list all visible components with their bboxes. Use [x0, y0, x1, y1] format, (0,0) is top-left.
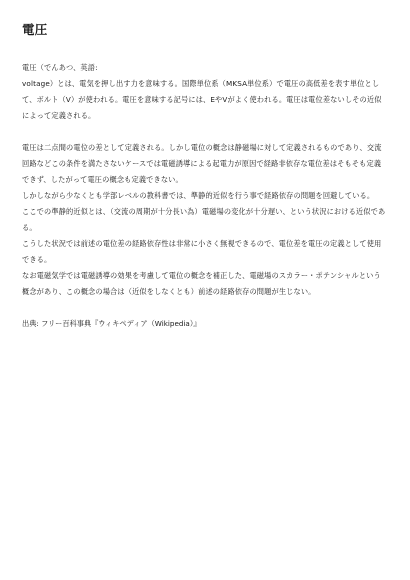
definition-paragraph: 電圧は二点間の電位の差として定義される。しかし電位の概念は静磁場に対して定義されるものであり、交流回路などこの条件を満たさないケースでは電磁誘導による起電力が原因で経路非依存な電位差はそもそも定義できず、したがって電圧の概念も定義できない。: [22, 143, 382, 184]
quasistatic-paragraph: ここでの準静的近似とは、（交流の周期が十分長い為）電磁場の変化が十分遅い、という状況における近似である。: [22, 207, 386, 232]
path-dependence-paragraph: こうした状況では前述の電位差の経路依存性は非常に小さく無視できるので、電位差を電圧の定義として使用できる。: [22, 239, 382, 264]
textbook-paragraph: しかしながら少なくとも学部レベルの教科書では、準静的近似を行う事で経路依存の問題を回避している。: [22, 191, 375, 200]
paragraph-gap: [22, 300, 388, 316]
page-title: 電圧: [22, 22, 48, 37]
intro-line-1: 電圧（でんあつ、英語:: [22, 63, 98, 72]
paragraph-gap: [22, 124, 388, 140]
intro-paragraph: voltage）とは、電気を押し出す力を意味する。国際単位系（MKSA単位系）で電圧の高低差を表す単位として、ボルト（V）が使われる。電圧を意味する記号には、EやVがよく使われる。電圧は電位差ないしその近似によって定義される。: [22, 79, 382, 120]
source-citation: 出典: フリー百科事典『ウィキペディア（Wikipedia）』: [22, 319, 201, 328]
scalar-potential-paragraph: なお電磁気学では電磁誘導の効果を考慮して電位の概念を補正した、電磁場のスカラー・ポテンシャルという概念があり、この概念の場合は（近似をしなくとも）前述の経路依存の問題が生じない。: [22, 271, 381, 296]
